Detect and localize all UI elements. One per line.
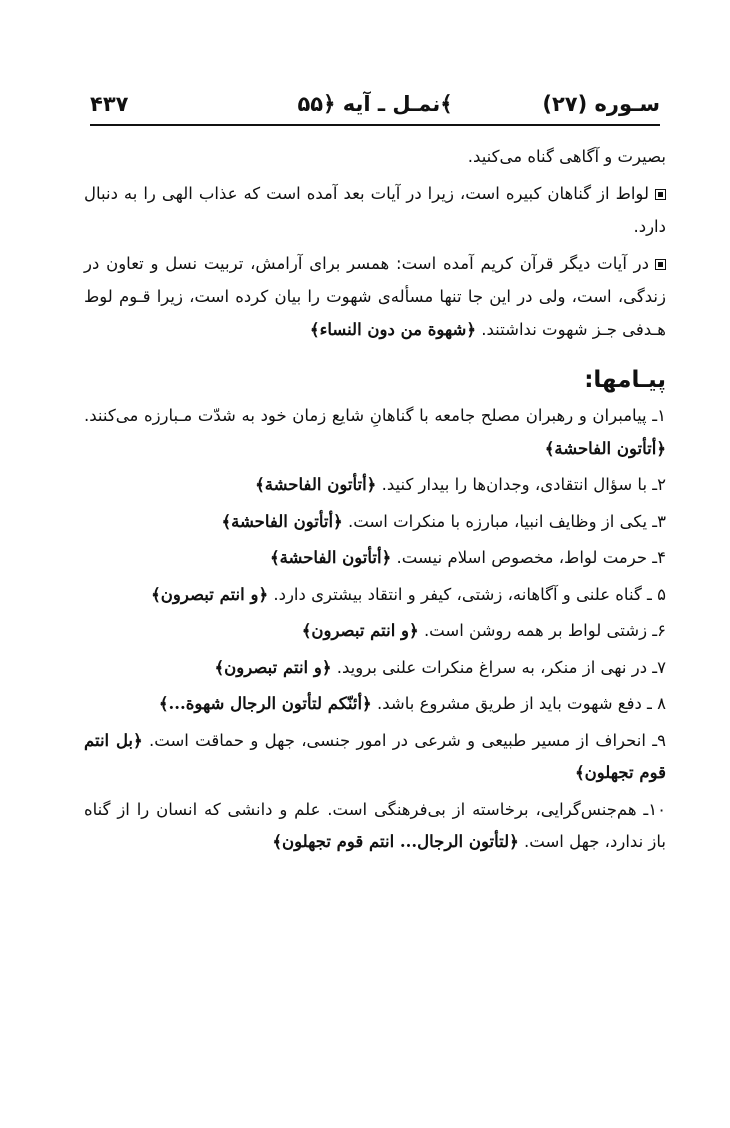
quran-verse: ﴿و انتم تبصرون﴾ bbox=[301, 621, 419, 640]
list-item bbox=[84, 579, 666, 612]
page-header bbox=[90, 92, 660, 122]
quran-verse: ﴿بل انتم قوم تجهلون﴾ bbox=[84, 730, 666, 782]
item-text: ۳ـ یکی از وظایف انبیا، مبارزه با منکرات است. bbox=[347, 511, 666, 531]
item-text: ۹ـ انحراف از مسیر طبیعی و شرعی در امور جنسی، جهل و حماقت است. bbox=[149, 730, 666, 750]
list-item bbox=[84, 688, 666, 721]
quran-verse: ﴿أئنّکم لتأتون الرجال شهوة...﴾ bbox=[158, 694, 372, 713]
section-heading: پیـامها: bbox=[584, 367, 666, 393]
bullet-paragraph bbox=[84, 177, 666, 243]
list-item bbox=[84, 615, 666, 648]
quran-verse: ﴿أتأتون الفاحشة﴾ bbox=[255, 475, 377, 494]
list-item bbox=[84, 652, 666, 685]
item-text: ۲ـ با سؤال انتقادی، وجدان‌ها را بیدار کنید. bbox=[381, 475, 666, 494]
square-bullet-icon bbox=[655, 259, 666, 270]
list-item bbox=[84, 794, 666, 859]
bullet-text: لواط از گناهان کبیره است، زیرا در آیات بعد آمده است که عذاب الهی را به دنبال دارد. bbox=[84, 184, 666, 236]
quran-verse: ﴿لتأتون الرجال... انتم قوم تجهلون﴾ bbox=[272, 832, 519, 851]
item-text: ۸ ـ دفع شهوت باید از طریق مشروع باشد. bbox=[376, 694, 666, 713]
quran-verse: ﴿شهوة من دون النساء﴾ bbox=[309, 320, 477, 339]
list-item bbox=[84, 400, 666, 465]
quran-verse: ﴿أتأتون الفاحشة﴾ bbox=[269, 548, 392, 567]
intro-line bbox=[84, 140, 666, 173]
running-title: نمـل ـ آیه ﴿۵۵﴾ bbox=[297, 92, 453, 116]
square-bullet-icon bbox=[655, 189, 666, 200]
header-rule bbox=[90, 124, 660, 126]
list-item bbox=[84, 725, 666, 790]
list-item bbox=[84, 506, 666, 539]
bullet-text: در آیات دیگر قرآن کریم آمده است: همسر برای آرامش، تربیت نسل و تعاون در زندگی، است، ولی در این جا تنها مسأله‌ی شهوت را بیان کرده است، زیرا قـوم لوط هـدفی جـز شهوت نداشتند. bbox=[84, 254, 666, 339]
item-text: ۵ ـ گناه علنی و آگاهانه، زشتی، کیفر و انتقاد بیشتری دارد. bbox=[273, 584, 666, 604]
page-number: ۴۳۷ bbox=[90, 92, 129, 116]
list-item bbox=[84, 542, 666, 575]
list-item bbox=[84, 469, 666, 502]
intro-text: بصیرت و آگاهی گناه می‌کنید. bbox=[467, 147, 666, 166]
item-text: ۷ـ در نهی از منکر، به سراغ منکرات علنی بروید. bbox=[336, 657, 666, 677]
item-text: ۱۰ـ هم‌جنس‌گرایی، برخاسته از بی‌فرهنگی است. علم و دانشی که انسان را از گناه باز ندارد، جهل است. bbox=[84, 799, 666, 851]
item-text: ۴ـ حرمت لواط، مخصوص اسلام نیست. bbox=[396, 548, 666, 567]
quran-verse: ﴿أتأتون الفاحشة﴾ bbox=[221, 511, 343, 531]
quran-verse: ﴿أتأتون الفاحشة﴾ bbox=[544, 438, 666, 458]
messages-list bbox=[84, 400, 666, 859]
quran-verse: ﴿و انتم تبصرون﴾ bbox=[151, 584, 269, 604]
item-text: ۶ـ زشتی لواط بر همه روشن است. bbox=[423, 621, 666, 640]
item-text: ۱ـ پیامبران و رهبران مصلح جامعه با گناهانِ شایع زمان خود به شدّت مـبارزه می‌کنند. bbox=[84, 406, 666, 425]
surah-label: سـوره (۲۷) bbox=[542, 92, 660, 116]
bullet-paragraph bbox=[84, 247, 666, 346]
quran-verse: ﴿و انتم تبصرون﴾ bbox=[214, 657, 332, 677]
page-body bbox=[84, 140, 666, 863]
